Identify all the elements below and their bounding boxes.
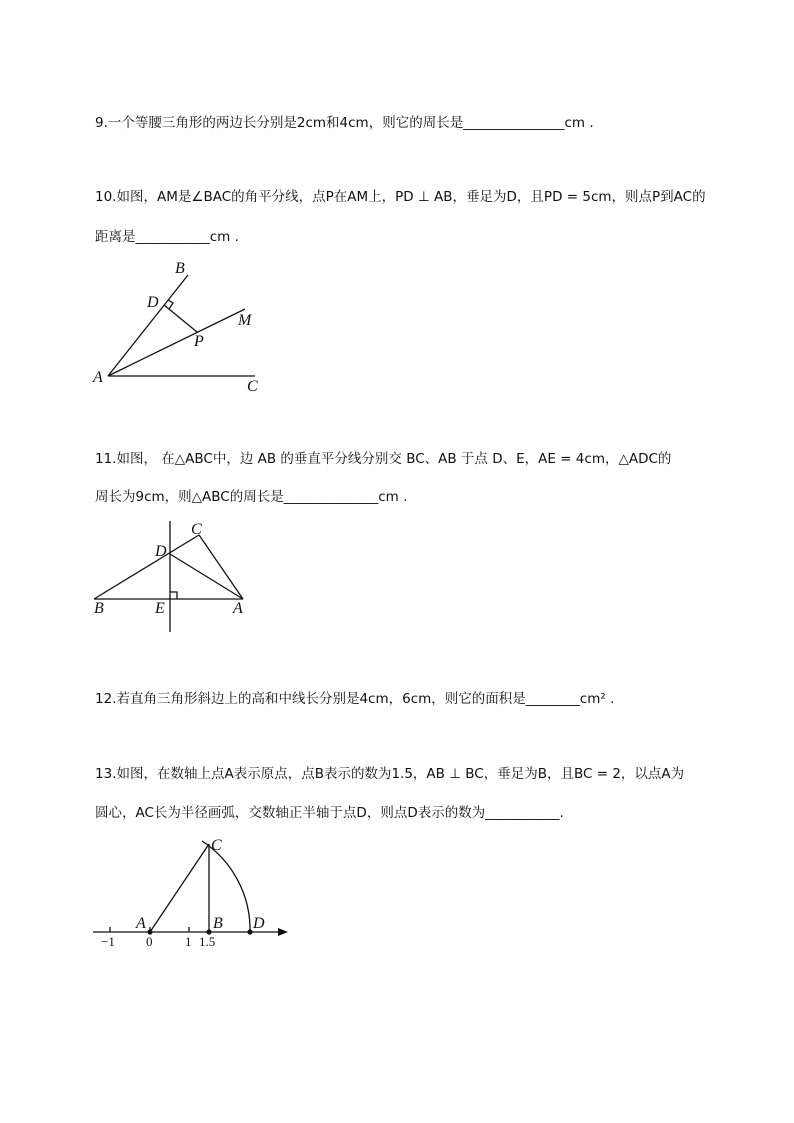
figure-q10-angle-bisector bbox=[90, 255, 280, 400]
question-12-text: 12.若直角三角形斜边上的高和中线长分别是4cm，6cm，则它的面积是________cm² . bbox=[95, 691, 615, 707]
label-a: A bbox=[136, 915, 146, 932]
label-c: C bbox=[211, 837, 222, 854]
segment-bc bbox=[94, 535, 199, 599]
label-a: A bbox=[233, 600, 243, 617]
label-m: M bbox=[238, 312, 252, 329]
label-p: P bbox=[194, 333, 204, 350]
ray-am bbox=[108, 309, 245, 376]
label-d: D bbox=[155, 543, 167, 560]
point-d bbox=[247, 929, 252, 934]
label-b: B bbox=[94, 600, 104, 617]
label-a: A bbox=[93, 369, 103, 386]
segment-da bbox=[170, 554, 243, 599]
axis-arrow-icon bbox=[278, 928, 288, 936]
ray-ab bbox=[108, 275, 188, 376]
figure-q11-perpendicular-bisector bbox=[88, 518, 258, 636]
label-d: D bbox=[147, 294, 159, 311]
label-c: C bbox=[191, 521, 202, 538]
tick-label-minus-1: −1 bbox=[101, 934, 115, 949]
label-b: B bbox=[213, 915, 223, 932]
segment-ac bbox=[150, 844, 209, 932]
label-e: E bbox=[155, 600, 165, 617]
label-b: B bbox=[175, 260, 185, 277]
figure-q13-number-line bbox=[88, 832, 298, 952]
question-10-text-line-1: 10.如图，AM是∠BAC的角平分线，点P在AM上，PD ⊥ AB，垂足为D，且PD = 5cm，则点P到AC的 bbox=[95, 189, 706, 205]
tick-label-1-5: 1.5 bbox=[199, 934, 216, 949]
question-11-text-line-2: 周长为9cm，则△ABC的周长是______________cm . bbox=[95, 489, 408, 505]
segment-ca bbox=[199, 535, 243, 599]
question-10-text-line-2: 距离是___________cm . bbox=[95, 229, 239, 245]
segment-pd bbox=[164, 305, 197, 332]
right-angle-mark bbox=[170, 592, 177, 599]
label-d: D bbox=[253, 915, 265, 932]
label-c: C bbox=[247, 378, 258, 395]
tick-label-0: 0 bbox=[146, 934, 153, 949]
tick-label-1: 1 bbox=[185, 934, 192, 949]
question-9-text: 9.一个等腰三角形的两边长分别是2cm和4cm，则它的周长是_______________cm . bbox=[95, 115, 594, 131]
question-11-text-line-1: 11.如图， 在△ABC中，边 AB 的垂直平分线分别交 BC、AB 于点 D、E，AE = 4cm，△ADC的 bbox=[95, 451, 672, 467]
question-13-text-line-2: 圆心，AC长为半径画弧，交数轴正半轴于点D，则点D表示的数为___________. bbox=[95, 805, 564, 821]
question-13-text-line-1: 13.如图，在数轴上点A表示原点，点B表示的数为1.5，AB ⊥ BC，垂足为B，且BC = 2，以点A为 bbox=[95, 766, 685, 782]
right-angle-mark bbox=[168, 300, 173, 309]
